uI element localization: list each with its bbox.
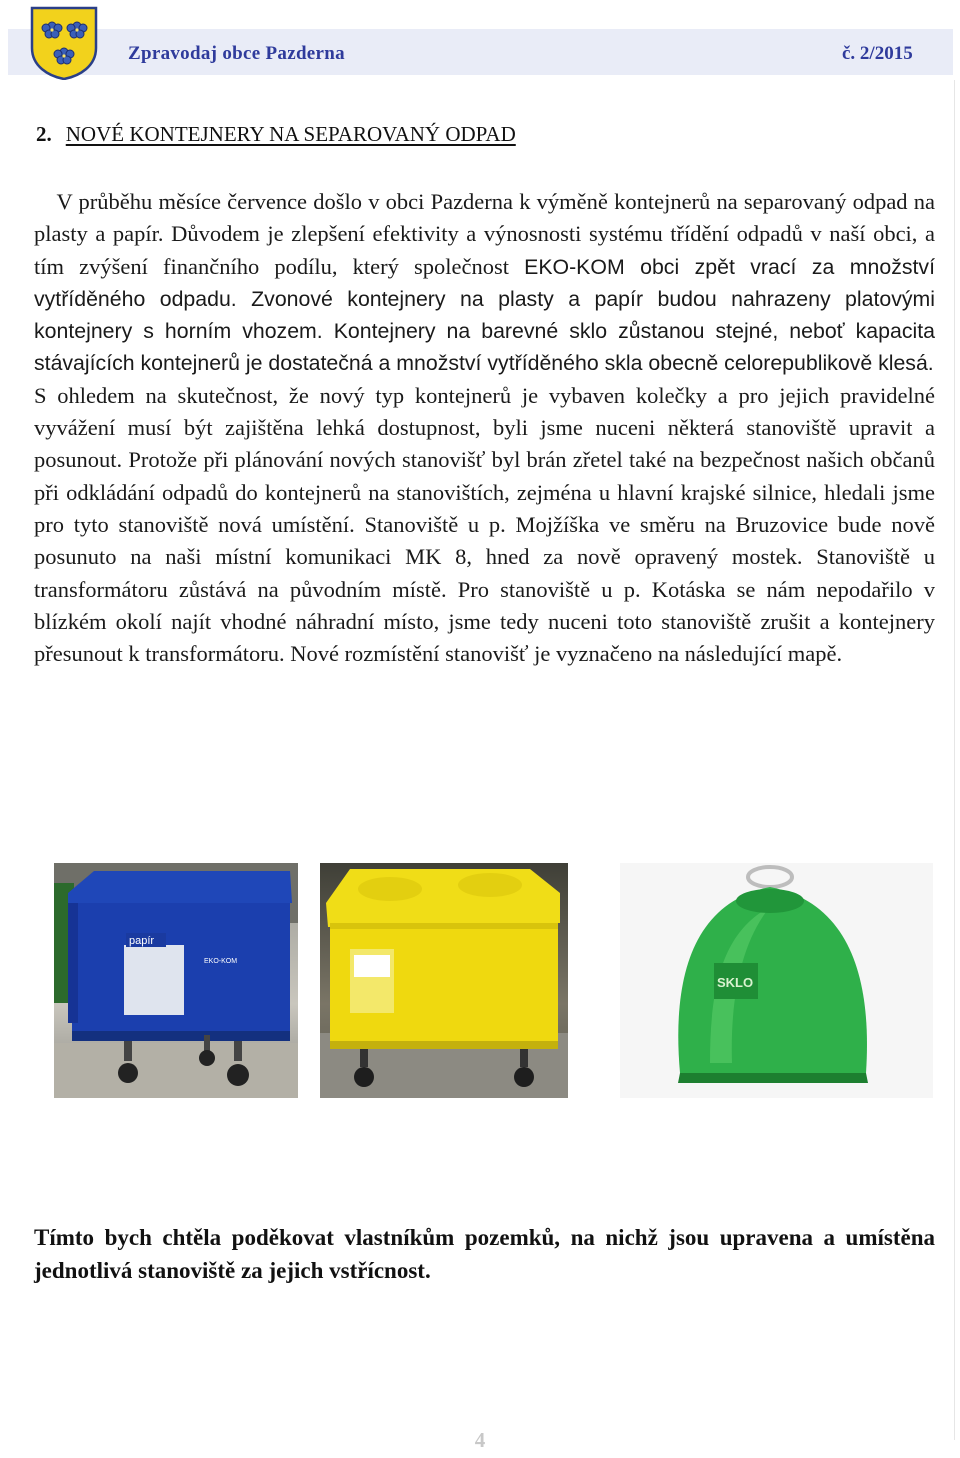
page-number: 4	[474, 1428, 486, 1452]
section-title: NOVÉ KONTEJNERY NA SEPAROVANÝ ODPAD	[65, 122, 516, 146]
blue-container-label: papír	[129, 935, 155, 947]
thank-you-note: Tímto bych chtěla poděkovat vlastníkům pozemků, na nichž jsou upravena a umístěna jednotlivá stanoviště za jejich vstřícnost.	[34, 1225, 935, 1283]
article-body	[34, 186, 935, 670]
blue-container-brand: EKO-KOM	[204, 958, 238, 965]
yellow-plastic-container-photo	[320, 863, 568, 1098]
article-paragraph-2: S ohledem na skutečnost, že nový typ kontejnerů je vybaven kolečky a pro jejich pravidelné vyvážení musí být zajištěna lehká dostupnost, byli jsme nuceni některá stanoviště upravit a posunout. Protože při plánování nových stanovišť byl brán zřetel také na bezpečnost našich občanů při odkládání odpadů do kontejnerů na stanovištích, zejména u hlavní krajské silnice, hledali jsme pro tyto stanoviště nová umístění. Stanoviště u p. Mojžíška ve směru na Bruzovice bude nově posunuto na naši místní komunikaci MK 8, hned za nově opravený mostek. Stanoviště u transformátoru zůstává na původním místě. Pro stanoviště u p. Kotáska se nám nepodařilo v blízkém okolí najít vhodné náhradní místo, jsme tedy nuceni toto stanoviště zrušit a kontejnery přesunout k transformátoru. Nové rozmístění stanovišť je vyznačeno na následující mapě.	[34, 382, 935, 667]
section-heading	[36, 122, 516, 147]
blue-paper-container-photo	[54, 863, 298, 1098]
paragraph-1-text-sans: EKO-KOM obci zpět vrací za množství vytříděného odpadu. Zvonové kontejnery na plasty a papír budou nahrazeny platovými kontejnery s horním vhozem. Kontejnery na barevné sklo zůstanou stejné, neboť kapacita stávajících kontejnerů je dostatečná a množství vytříděného skla obecně celorepublikově klesá.	[34, 254, 935, 376]
container-photos	[0, 863, 960, 1098]
green-container-label: SKLO	[717, 975, 754, 990]
page-edge-rule	[954, 80, 955, 1440]
section-number: 2.	[36, 122, 52, 146]
article-paragraph-1	[34, 186, 935, 380]
green-glass-bell-container-photo	[620, 863, 933, 1098]
newsletter-title: Zpravodaj obce Pazderna	[128, 43, 345, 64]
issue-number: č. 2/2015	[842, 43, 913, 64]
paragraph-1-text-serif: V průběhu měsíce července došlo v obci Pazderna k výměně kontejnerů na separovaný odpad na plasty a papír. Důvodem je zlepšení efektivity a výnosnosti systému třídění odpadů v naší obci, a tím zvýšení finančního podílu, který společnost	[34, 189, 935, 279]
municipal-crest-logo	[30, 6, 98, 80]
